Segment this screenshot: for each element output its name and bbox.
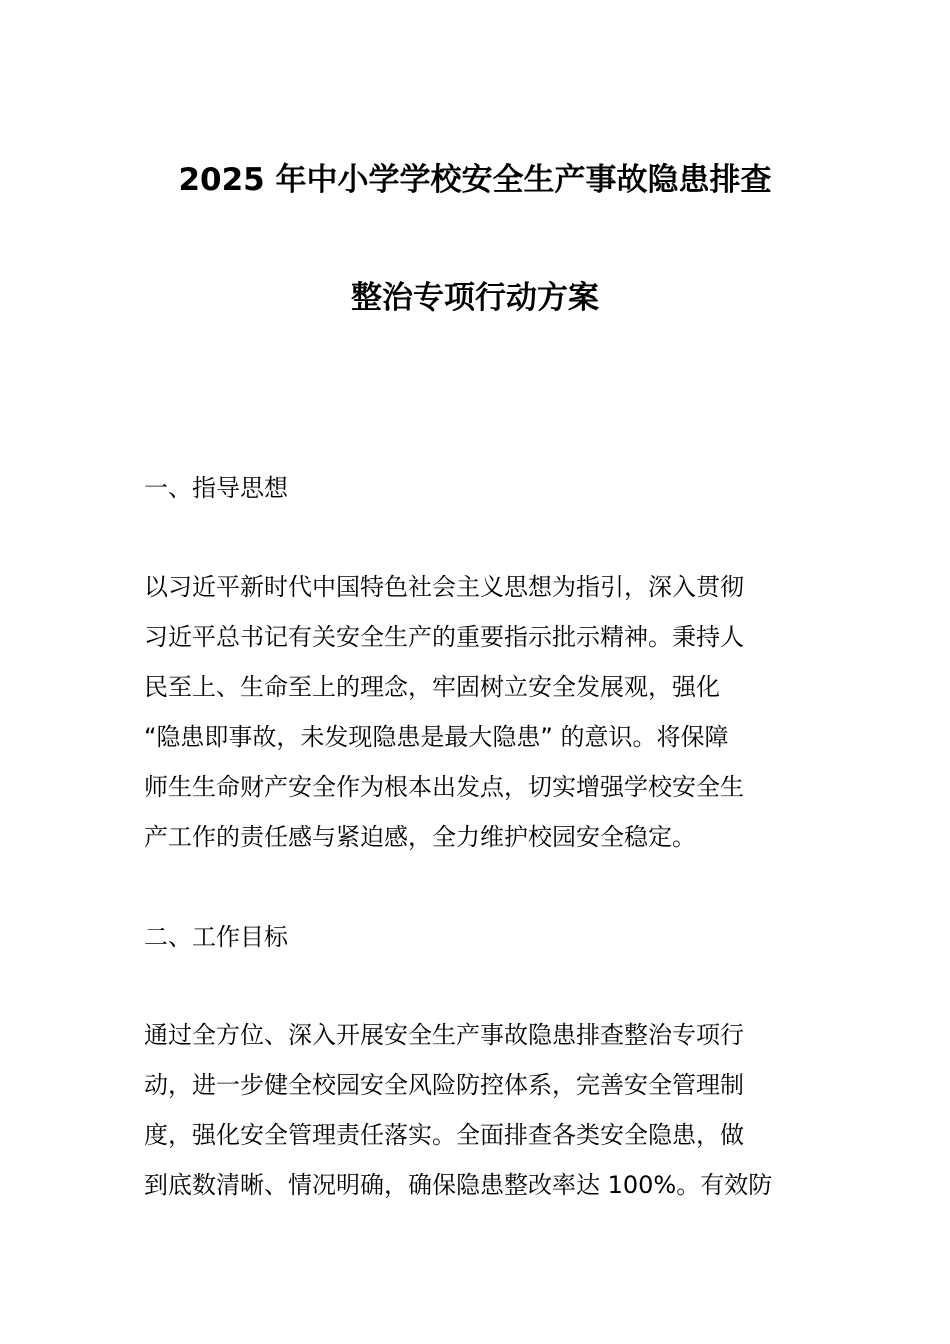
paragraph-line: 到底数清晰、情况明确，确保隐患整改率达 100%。有效防 (144, 1171, 773, 1199)
document-title-line-1: 2025 年中小学学校安全生产事故隐患排查 (178, 162, 772, 198)
section-paragraph-guiding-ideology (144, 562, 814, 862)
paragraph-line: 产工作的责任感与紧迫感，全力维护校园安全稳定。 (144, 823, 696, 851)
paragraph-line: 习近平总书记有关安全生产的重要指示批示精神。秉持人 (144, 623, 744, 651)
paragraph-line: “隐患即事故，未发现隐患是最大隐患” 的意识。将保障 (144, 723, 729, 751)
document-title-line-2: 整治专项行动方案 (351, 280, 599, 316)
paragraph-line: 民至上、生命至上的理念，牢固树立安全发展观，强化 (144, 673, 720, 701)
paragraph-line: 通过全方位、深入开展安全生产事故隐患排查整治专项行 (144, 1021, 744, 1049)
paragraph-line: 度，强化安全管理责任落实。全面排查各类安全隐患，做 (144, 1121, 744, 1149)
paragraph-line: 动，进一步健全校园安全风险防控体系，完善安全管理制 (144, 1071, 744, 1099)
paragraph-line: 以习近平新时代中国特色社会主义思想为指引，深入贯彻 (144, 573, 744, 601)
section-heading-work-goals: 二、工作目标 (144, 923, 288, 951)
section-paragraph-work-goals (144, 1010, 814, 1210)
paragraph-line: 师生生命财产安全作为根本出发点，切实增强学校安全生 (144, 773, 744, 801)
section-heading-guiding-ideology: 一、指导思想 (144, 474, 288, 502)
